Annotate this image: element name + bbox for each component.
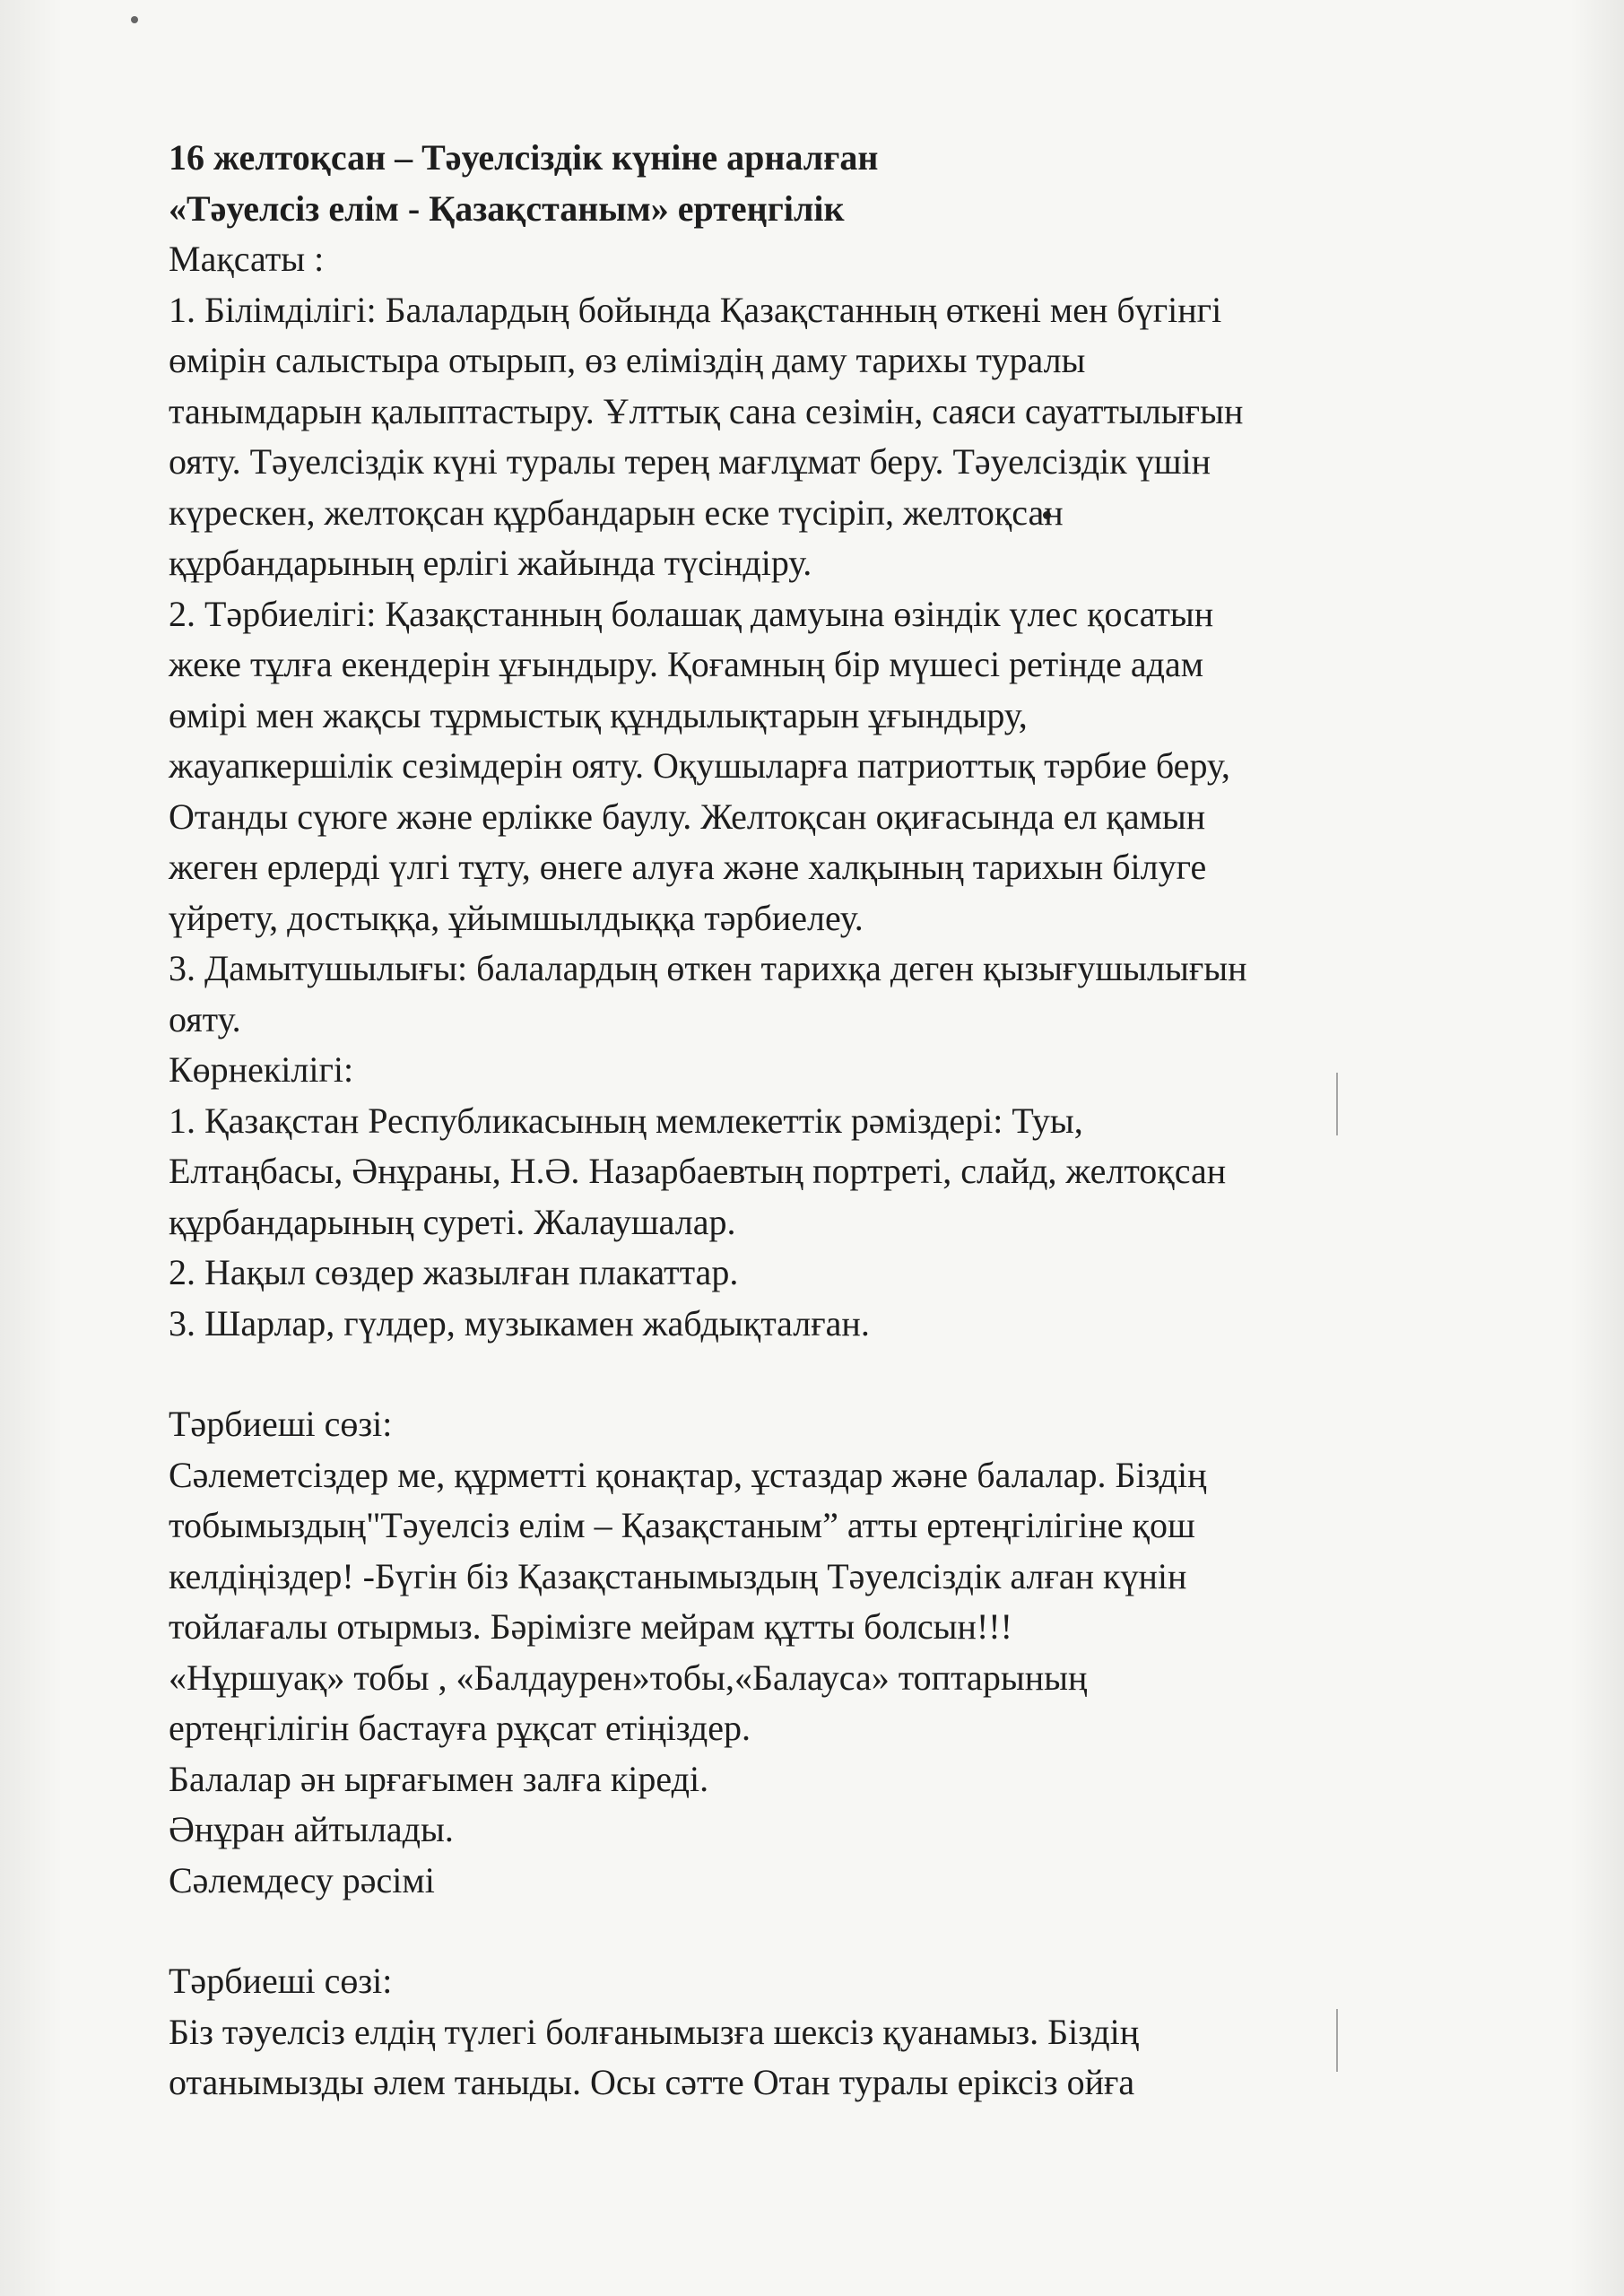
text-line: үйрету, достыққа, ұйымшылдыққа тәрбиелеу. xyxy=(169,897,864,938)
text-line: Балалар ән ырғағымен залға кіреді. xyxy=(169,1758,709,1799)
text-line: Сәлеметсіздер ме, құрметті қонақтар, ұстаздар және балалар. Біздің xyxy=(169,1454,1207,1495)
text-line: өмірі мен жақсы тұрмыстық құндылықтарын ұғындыру, xyxy=(169,694,1028,735)
text-line: Көрнекілігі: xyxy=(169,1049,354,1090)
text-line: жеке тұлға екендерін ұғындыру. Қоғамның бір мүшесі ретінде адам xyxy=(169,644,1204,684)
text-line: құрбандарының суреті. Жалаушалар. xyxy=(169,1201,736,1242)
text-line: өмірін салыстыра отырып, өз еліміздің даму тарихы туралы xyxy=(169,340,1086,380)
text-line: 3. Шарлар, гүлдер, музыкамен жабдықталған. xyxy=(169,1302,870,1344)
blank-line xyxy=(169,1906,1505,1956)
text-line: ертеңгілігін бастауға рұқсат етіңіздер. xyxy=(169,1708,751,1748)
text-line: «Нұршуақ» тобы , «Балдаурен»тобы,«Балауса» топтарының xyxy=(169,1657,1088,1698)
text-line: танымдарын қалыптастыру. Ұлттық сана сезімін, саяси сауаттылығын xyxy=(169,390,1244,431)
text-line: Сәлемдесу рәсімі xyxy=(169,1859,435,1900)
text-line: күрескен, желтоқсан құрбандарын еске түсіріп, желтоқсан xyxy=(169,491,1064,533)
text-line: Тәрбиеші сөзі: xyxy=(169,1404,393,1444)
text-line: тойлағалы отырмыз. Бәрімізге мейрам құтты болсын!!! xyxy=(169,1606,1012,1647)
text-line: жеген ерлерді үлгі тұту, өнеге алуға және халқының тарихын білуге xyxy=(169,847,1207,887)
text-line: 1. Білімділігі: Балалардың бойында Қазақстанның өткені мен бүгінгі xyxy=(169,289,1222,330)
text-line: 1. Қазақстан Республикасының мемлекеттік рәміздері: Туы, xyxy=(169,1100,1083,1141)
text-line: келдіңіздер! -Бүгін біз Қазақстанымыздың Тәуелсіздік алған күнін xyxy=(169,1555,1187,1596)
text-line: құрбандарының ерлігі жайында түсіндіру. xyxy=(169,543,812,583)
text-line: Елтаңбасы, Әнұраны, Н.Ә. Назарбаевтың портреті, слайд, желтоқсан xyxy=(169,1151,1227,1191)
text-line: 2. Нақыл сөздер жазылған плакаттар. xyxy=(169,1252,739,1292)
text-line: Біз тәуелсіз елдің түлегі болғанымызға шексіз қуанамыз. Біздің xyxy=(169,2011,1140,2052)
text-line: Тәрбиеші сөзі: xyxy=(169,1961,393,2001)
text-line: Әнұран айтылады. xyxy=(169,1809,454,1849)
text-line: жауапкершілік сезімдерін ояту. Оқушыларға патриоттық тәрбие беру, xyxy=(169,745,1230,786)
scan-speck xyxy=(131,16,138,23)
text-line: 3. Дамытушылығы: балалардың өткен тарихқа деген қызығушылығын xyxy=(169,948,1247,988)
text-line: Мақсаты : xyxy=(169,239,325,279)
text-line: отанымызды әлем таныды. Осы сәтте Отан туралы еріксіз ойға xyxy=(169,2062,1135,2102)
text-line: тобымыздың"Тәуелсіз елім – Қазақстаным” атты ертеңгілігіне қош xyxy=(169,1505,1195,1545)
text-line: 2. Тәрбиелігі: Қазақстанның болашақ дамуына өзіндік үлес қосатын xyxy=(169,593,1214,634)
document-body xyxy=(169,133,1505,2109)
scan-shadow-right xyxy=(1570,0,1624,2296)
scan-shadow-left xyxy=(0,0,63,2296)
text-line: Отанды сүюге және ерлікке баулу. Желтоқсан оқиғасында ел қамын xyxy=(169,796,1206,837)
blank-line xyxy=(169,1349,1505,1399)
document-title: 16 желтоқсан – Тәуелсіздік күніне арналған xyxy=(169,137,879,178)
text-line: ояту. Тәуелсіздік күні туралы терең мағлұмат беру. Тәуелсіздік үшін xyxy=(169,441,1211,482)
document-subtitle: «Тәуелсіз елім - Қазақстаным» ертеңгілік xyxy=(169,187,845,229)
text-line: ояту. xyxy=(169,998,241,1039)
